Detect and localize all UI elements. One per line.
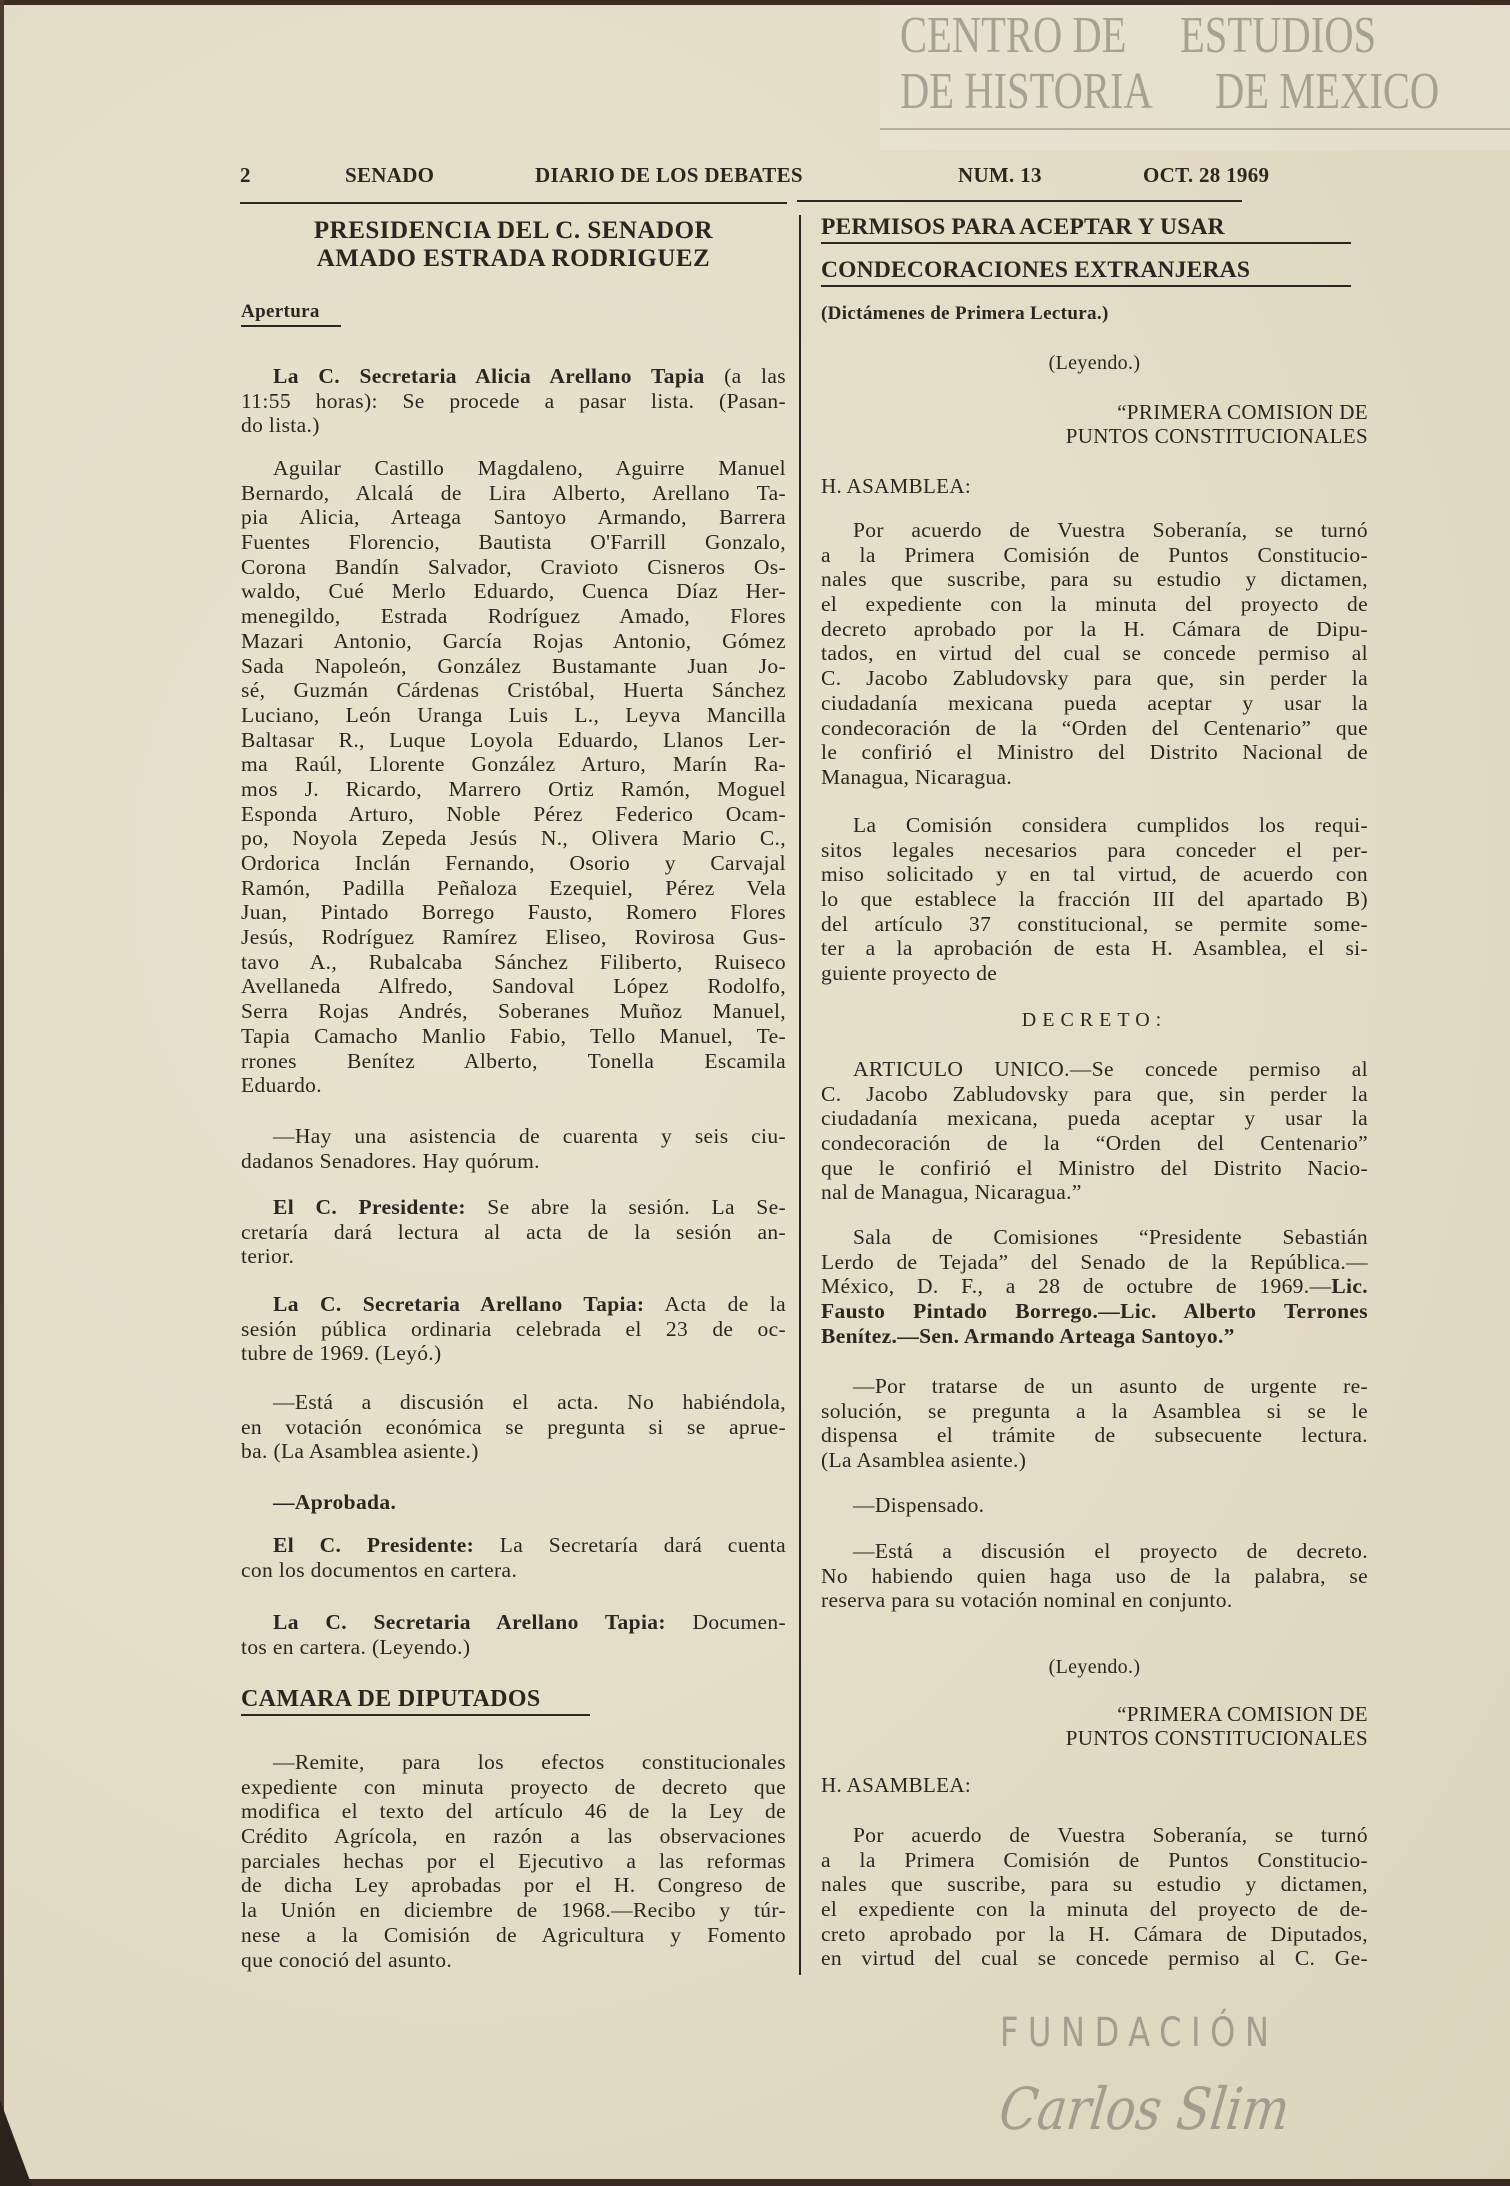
subheading xyxy=(821,302,1368,327)
stage-direction xyxy=(821,1655,1368,1680)
text-line: “PRIMERA COMISION DE xyxy=(1117,1702,1368,1726)
text-line: nales que suscribe, para su estudio y dictamen, xyxy=(821,567,1368,592)
text-line: dadanos Senadores. Hay quórum. xyxy=(241,1148,540,1173)
text-line: Aguilar Castillo Magdaleno, Aguirre Manuel xyxy=(273,456,786,480)
section-heading xyxy=(241,1684,590,1716)
text-line: mos J. Ricardo, Marrero Ortiz Ramón, Moguel xyxy=(241,776,786,801)
paragraph xyxy=(241,364,786,438)
text-line: —Está a discusión el proyecto de decreto. xyxy=(853,1539,1368,1563)
presidency-heading xyxy=(241,217,786,273)
text-line: lo que establece la fracción III del apartado B) xyxy=(821,887,1368,912)
text-line xyxy=(821,1324,1368,1349)
decree-title xyxy=(821,1008,1368,1033)
text-line xyxy=(241,1533,786,1558)
text-line: menegildo, Estrada Rodríguez Amado, Flores xyxy=(241,604,786,629)
text-line: PRESIDENCIA DEL C. SENADOR xyxy=(313,217,714,244)
paragraph xyxy=(821,1225,1368,1348)
text-line: sitos legales necesarios para conceder el per- xyxy=(821,837,1368,862)
watermark-line: ESTUDIOS xyxy=(1180,7,1377,64)
paragraph xyxy=(241,1292,786,1366)
text-line: Sada Napoleón, González Bustamante Juan Jo- xyxy=(241,653,786,678)
text-line: Por acuerdo de Vuestra Soberanía, se turnó xyxy=(853,1823,1368,1847)
text-line: condecoración de la “Orden del Centenario” que xyxy=(821,715,1368,740)
text-line: a la Primera Comisión de Puntos Constitucio- xyxy=(821,542,1368,567)
paragraph xyxy=(821,1493,1368,1518)
text-line: —Dispensado. xyxy=(853,1493,985,1517)
watermark-line: DE MEXICO xyxy=(1215,63,1440,120)
text-line: C. Jacobo Zabludovsky para que, sin perder la xyxy=(821,1081,1368,1106)
chamber-name: SENADO xyxy=(345,163,435,187)
paragraph xyxy=(821,518,1368,790)
speaker-name: Fausto Pintado Borrego.—Lic. Alberto Terrones xyxy=(821,1299,1368,1324)
text-line: sesión pública ordinaria celebrada el 23 de oc- xyxy=(241,1316,786,1341)
paragraph xyxy=(241,1490,786,1515)
text-line: —Por tratarse de un asunto de urgente re- xyxy=(853,1374,1368,1398)
text-line: Crédito Agrícola, en razón a las observaciones xyxy=(241,1824,786,1849)
text-line xyxy=(821,1299,1368,1324)
text-line: H. ASAMBLEA: xyxy=(821,474,972,498)
text-line: pia Alicia, Arteaga Santoyo Armando, Barrera xyxy=(241,505,786,530)
page-number: 2 xyxy=(240,163,251,187)
text-line: ARTICULO UNICO.—Se concede permiso al xyxy=(853,1057,1368,1081)
commission-heading xyxy=(821,1702,1368,1750)
text-run: (a las xyxy=(704,364,786,388)
stage-direction xyxy=(821,351,1368,376)
speaker-name: Lic. xyxy=(1331,1274,1368,1299)
watermark-signature: Carlos Slim xyxy=(995,2075,1294,2143)
text-line: C. Jacobo Zabludovsky para que, sin perder la xyxy=(821,666,1368,691)
text-line: ba. (La Asamblea asiente.) xyxy=(241,1439,479,1464)
text-line: expediente con minuta proyecto de decreto que xyxy=(241,1774,786,1799)
text-line: (Leyendo.) xyxy=(1048,352,1141,374)
section-heading xyxy=(241,300,341,327)
text-line: miso solicitado y en tal virtud, de acuerdo con xyxy=(821,862,1368,887)
text-run: Se abre la sesión. La Se- xyxy=(465,1195,787,1219)
speaker-name: Benítez.—Sen. Armando Arteaga Santoyo.” xyxy=(821,1323,1235,1348)
publication-title: DIARIO DE LOS DEBATES xyxy=(535,163,803,187)
salutation xyxy=(821,474,1368,499)
text-line xyxy=(241,1292,786,1317)
speaker-name: El C. Presidente: xyxy=(273,1533,475,1557)
text-line: —Hay una asistencia de cuarenta y seis ciu- xyxy=(273,1124,786,1148)
text-line: No habiendo quien haga uso de la palabra, se xyxy=(821,1563,1368,1588)
text-line: reserva para su votación nominal en conjunto. xyxy=(821,1588,1233,1613)
text-line: tados, en virtud del cual se concede permiso al xyxy=(821,641,1368,666)
text-line: Apertura xyxy=(241,301,320,322)
text-line: Ramón, Padilla Peñaloza Ezequiel, Pérez Vela xyxy=(241,875,786,900)
speaker-name: La C. Secretaria Alicia Arellano Tapia xyxy=(273,364,705,388)
text-line: Sala de Comisiones “Presidente Sebastián xyxy=(853,1225,1368,1249)
text-line: cretaría dará lectura al acta de la sesión an- xyxy=(241,1219,786,1244)
text-line: Serra Rojas Andrés, Soberanes Muñoz Manuel, xyxy=(241,999,786,1024)
right-column xyxy=(821,0,1368,2186)
text-line: la Unión en diciembre de 1968.—Recibo y túr- xyxy=(241,1898,786,1923)
paragraph xyxy=(821,1374,1368,1473)
text-line: AMADO ESTRADA RODRIGUEZ xyxy=(316,245,711,272)
text-line xyxy=(821,1274,1368,1299)
text-line: —Remite, para los efectos constitucionales xyxy=(273,1750,786,1774)
text-line: nal de Managua, Nicaragua.” xyxy=(821,1180,1082,1205)
text-line: parciales hechas por el Ejecutivo a las reformas xyxy=(241,1848,786,1873)
text-line: Corona Bandín Salvador, Cravioto Cisneros Os- xyxy=(241,554,786,579)
text-line: de dicha Ley aprobadas por el H. Congreso de xyxy=(241,1873,786,1898)
text-line: CAMARA DE DIPUTADOS xyxy=(241,1686,541,1712)
text-line: tubre de 1969. (Leyó.) xyxy=(241,1341,442,1366)
text-line: tavo A., Rubalcaba Sánchez Filiberto, Ruiseco xyxy=(241,949,786,974)
text-line: creto aprobado por la H. Cámara de Diputados, xyxy=(821,1921,1368,1946)
text-line: “PRIMERA COMISION DE xyxy=(1117,400,1368,424)
watermark-line: DE HISTORIA xyxy=(900,63,1153,120)
text-line: Baltasar R., Luque Loyola Eduardo, Llanos Ler- xyxy=(241,727,786,752)
text-line: PUNTOS CONSTITUCIONALES xyxy=(1065,424,1368,448)
text-line: Mazari Antonio, García Rojas Antonio, Gómez xyxy=(241,628,786,653)
text-line xyxy=(241,1490,786,1515)
text-line: waldo, Cué Merlo Eduardo, Cuenca Díaz Her- xyxy=(241,579,786,604)
text-line: ter a la aprobación de esta H. Asamblea, el si- xyxy=(821,936,1368,961)
speaker-name: —Aprobada. xyxy=(273,1490,397,1514)
text-line: sé, Guzmán Cárdenas Cristóbal, Huerta Sánchez xyxy=(241,678,786,703)
text-line: PUNTOS CONSTITUCIONALES xyxy=(1065,1726,1368,1750)
page-corner xyxy=(0,2100,32,2186)
text-line: Ordorica Inclán Fernando, Osorio y Carvajal xyxy=(241,851,786,875)
issue-date: OCT. 28 1969 xyxy=(1143,163,1270,187)
text-run: Acta de la xyxy=(644,1292,787,1316)
text-line: Luciano, León Uranga Luis L., Leyva Mancilla xyxy=(241,702,786,727)
text-line: que le confirió el Ministro del Distrito Nacio- xyxy=(821,1155,1368,1180)
paragraph xyxy=(241,1195,786,1269)
watermark-line: CENTRO DE xyxy=(900,7,1127,64)
section-heading xyxy=(821,212,1351,244)
left-column xyxy=(241,0,786,2186)
text-line: ciudadanía mexicana pueda aceptar y usar la xyxy=(821,690,1368,715)
text-line: del artículo 37 constitucional, se permite some- xyxy=(821,911,1368,936)
text-line: ma Raúl, Llorente González Arturo, Marín Ra- xyxy=(241,752,786,777)
text-line: Eduardo. xyxy=(241,1073,323,1098)
text-line: po, Noyola Zepeda Jesús N., Olivera Mario C., xyxy=(241,826,786,851)
text-line: modifica el texto del artículo 46 de la Ley de xyxy=(241,1799,786,1824)
text-run: Documen- xyxy=(665,1610,786,1634)
text-run: México, D. F., a 28 de octubre de 1969.— xyxy=(821,1274,1332,1299)
text-line: en votación económica se pregunta si se aprue- xyxy=(241,1414,786,1439)
text-line: terior. xyxy=(241,1244,295,1269)
issue-number: NUM. 13 xyxy=(958,163,1042,187)
paragraph xyxy=(241,1390,786,1464)
paragraph xyxy=(241,456,786,1098)
section-heading xyxy=(821,255,1351,287)
text-line: CONDECORACIONES EXTRANJERAS xyxy=(821,257,1251,283)
text-line: Tapia Camacho Manlio Fabio, Tello Manuel, Te- xyxy=(241,1023,786,1048)
text-line: nales que suscribe, para su estudio y dictamen, xyxy=(821,1872,1368,1897)
watermark-foundation: FUNDACIÓN xyxy=(1000,2010,1279,2056)
text-line: le confirió el Ministro del Distrito Nacional de xyxy=(821,740,1368,765)
paragraph xyxy=(241,1750,786,1972)
text-line: con los documentos en cartera. xyxy=(241,1557,518,1582)
text-line: Avellaneda Alfredo, Sandoval López Rodolfo, xyxy=(241,974,786,999)
text-line xyxy=(241,1610,786,1635)
text-line: ciudadanía mexicana, pueda aceptar y usar la xyxy=(821,1106,1368,1131)
speaker-name: La C. Secretaria Arellano Tapia: xyxy=(273,1292,645,1316)
text-line xyxy=(241,1195,786,1220)
text-line: DECRETO: xyxy=(1021,1009,1168,1031)
text-line: Fuentes Florencio, Bautista O'Farrill Gonzalo, xyxy=(241,530,786,555)
text-line: (Leyendo.) xyxy=(1048,1656,1141,1678)
page-edge-left xyxy=(0,0,4,2186)
text-line: tos en cartera. (Leyendo.) xyxy=(241,1634,471,1659)
text-run: La Secretaría dará cuenta xyxy=(474,1533,787,1557)
column-divider xyxy=(799,215,801,1975)
text-line: PERMISOS PARA ACEPTAR Y USAR xyxy=(821,214,1225,240)
text-line: Esponda Arturo, Noble Pérez Federico Ocam- xyxy=(241,801,786,826)
paragraph xyxy=(821,1539,1368,1613)
text-line: decreto aprobado por la H. Cámara de Dipu- xyxy=(821,616,1368,641)
text-line: Jesús, Rodríguez Ramírez Eliseo, Rovirosa Gus- xyxy=(241,925,786,950)
text-line: Juan, Pintado Borrego Fausto, Romero Flores xyxy=(241,900,786,925)
paragraph xyxy=(821,813,1368,986)
paragraph xyxy=(241,1610,786,1659)
text-line: (Dictámenes de Primera Lectura.) xyxy=(821,303,1109,324)
commission-heading xyxy=(821,400,1368,448)
text-line: La Comisión considera cumplidos los requi- xyxy=(853,813,1368,837)
paragraph xyxy=(821,1057,1368,1205)
text-line: Managua, Nicaragua. xyxy=(821,764,1013,789)
text-line: a la Primera Comisión de Puntos Constitucio- xyxy=(821,1847,1368,1872)
speaker-name: La C. Secretaria Arellano Tapia: xyxy=(273,1610,666,1634)
text-line: solución, se pregunta a la Asamblea si se le xyxy=(821,1398,1368,1423)
text-line: guiente proyecto de xyxy=(821,961,998,986)
text-line: (La Asamblea asiente.) xyxy=(821,1448,1027,1473)
text-line: nese a la Comisión de Agricultura y Fomento xyxy=(241,1922,786,1947)
paragraph xyxy=(241,1124,786,1173)
text-line: 11:55 horas): Se procede a pasar lista. (Pasan- xyxy=(241,388,786,413)
text-line: en virtud del cual se concede permiso al C. Ge- xyxy=(821,1946,1368,1971)
paragraph xyxy=(821,1823,1368,1971)
text-line xyxy=(241,364,786,389)
text-line: condecoración de la “Orden del Centenario” xyxy=(821,1131,1368,1156)
text-line: Bernardo, Alcalá de Lira Alberto, Arellano Ta- xyxy=(241,480,786,505)
text-line: el expediente con la minuta del proyecto de xyxy=(821,592,1368,617)
text-line: Lerdo de Tejada” del Senado de la República.— xyxy=(821,1249,1368,1274)
paragraph xyxy=(241,1533,786,1582)
text-line: do lista.) xyxy=(241,413,320,438)
text-line: Por acuerdo de Vuestra Soberanía, se turnó xyxy=(853,518,1368,542)
text-line: rrones Benítez Alberto, Tonella Escamila xyxy=(241,1048,786,1073)
text-line: dispensa el trámite de subsecuente lectura. xyxy=(821,1423,1368,1448)
text-line: —Está a discusión el acta. No habiéndola, xyxy=(273,1390,786,1414)
speaker-name: El C. Presidente: xyxy=(273,1195,466,1219)
text-line: que conoció del asunto. xyxy=(241,1947,453,1972)
text-line: el expediente con la minuta del proyecto de de- xyxy=(821,1897,1368,1922)
text-line: H. ASAMBLEA: xyxy=(821,1773,972,1797)
salutation xyxy=(821,1773,1368,1798)
